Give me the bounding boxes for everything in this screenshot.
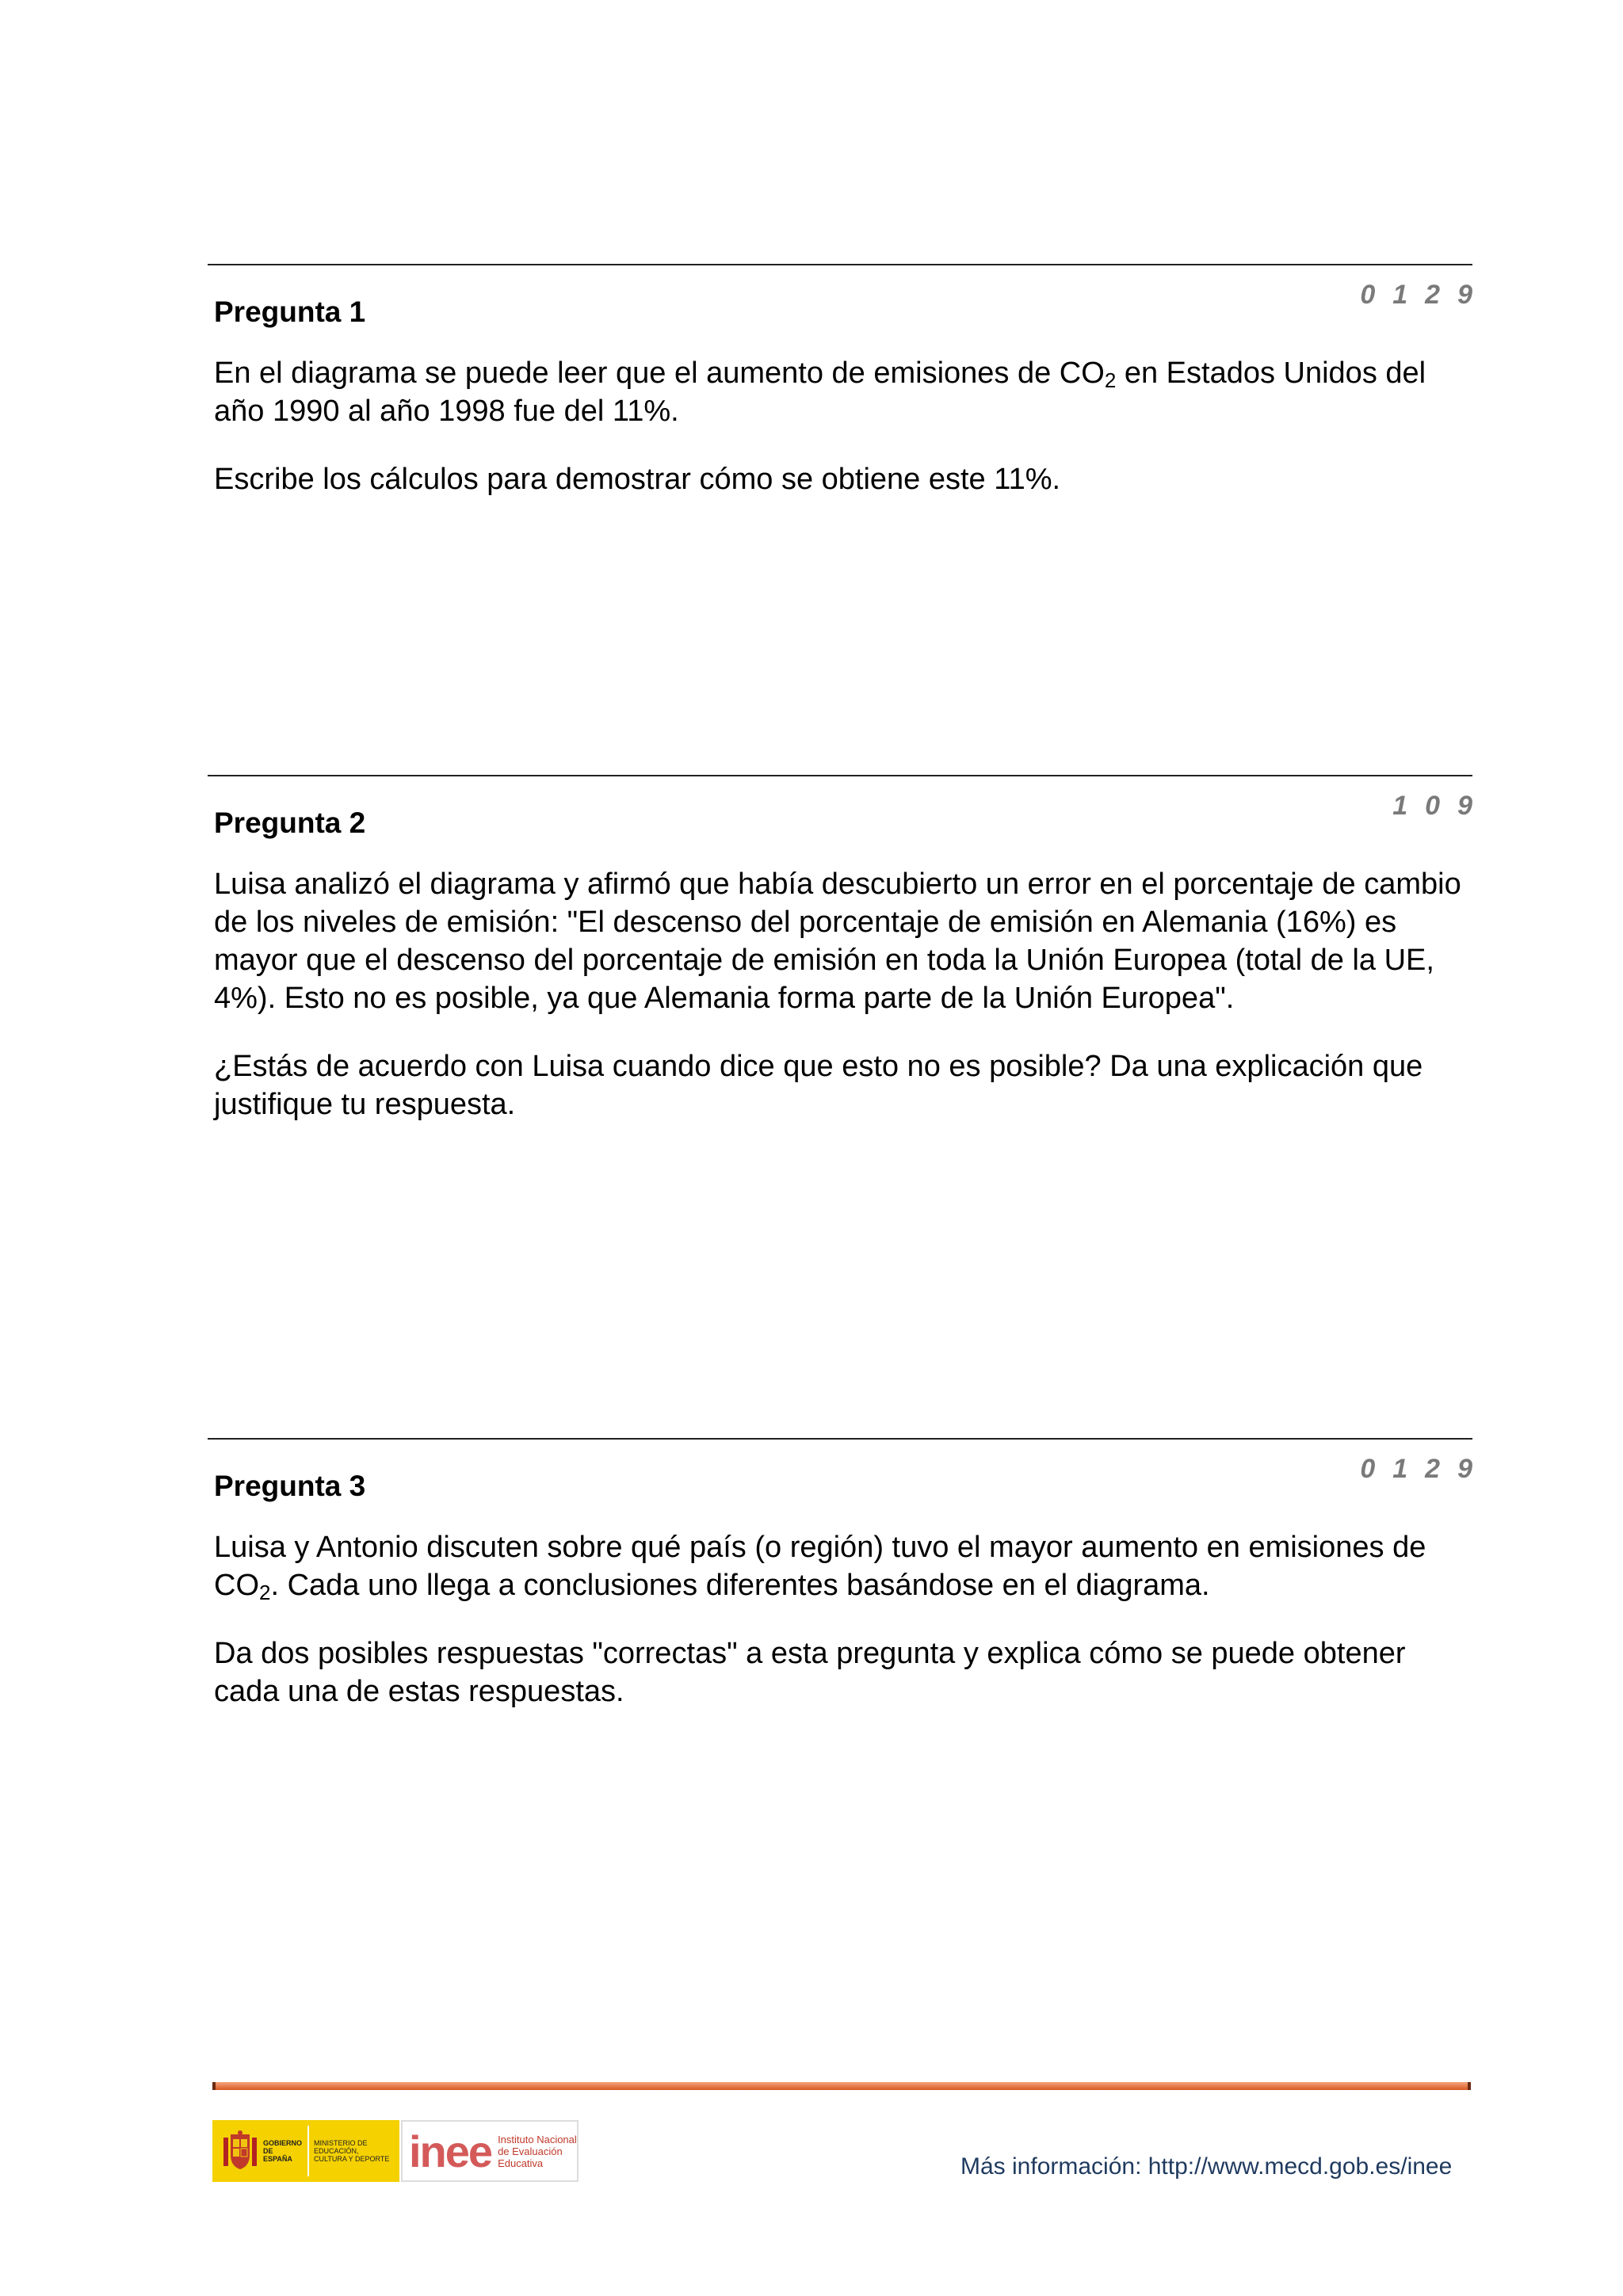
ministerio-text: MINISTERIO DE EDUCACIÓN, CULTURA Y DEPORTE	[314, 2139, 390, 2163]
question-instruction: Escribe los cálculos para demostrar cómo se obtiene este 11%.	[214, 463, 1061, 496]
question-title: Pregunta 3	[214, 1470, 366, 1502]
score-codes: 0 1 2 9	[1360, 1454, 1472, 1484]
gobierno-text: GOBIERNO DE ESPAÑA	[263, 2139, 303, 2163]
question-text: Luisa y Antonio discuten sobre qué país (o región) tuvo el mayor aumento en emisiones de $CO_2$. Cada uno llega a conclusiones diferentes basándose en el diagrama.	[214, 1531, 1426, 1604]
coat-of-arms-icon	[222, 2130, 258, 2172]
question-title: Pregunta 2	[214, 807, 366, 839]
question-instruction: Da dos posibles respuestas "correctas" a esta pregunta y explica cómo se puede obtener cada una de estas respuestas.	[214, 1637, 1406, 1708]
question-3	[208, 1438, 1472, 1711]
divider	[208, 775, 1472, 776]
score-codes: 1 0 9	[1392, 791, 1472, 821]
more-info-link[interactable]: Más información: http://www.mecd.gob.es/inee	[960, 2153, 1453, 2180]
question-title: Pregunta 1	[214, 296, 366, 328]
question-text: En el diagrama se puede leer que el aumento de emisiones de $CO_2$ en Estados Unidos del año 1990 al año 1998 fue del 11%.	[214, 357, 1426, 428]
question-instruction: ¿Estás de acuerdo con Luisa cuando dice que esto no es posible? Da una explicación que justifique tu respuesta.	[214, 1050, 1423, 1121]
gobierno-logo	[212, 2120, 399, 2182]
divider	[208, 1438, 1472, 1440]
divider	[208, 264, 1472, 265]
question-2	[208, 775, 1472, 1123]
inee-wordmark: inee	[409, 2126, 492, 2176]
footer-bar	[212, 2082, 1471, 2090]
score-codes: 0 1 2 9	[1360, 280, 1472, 310]
inee-logo	[401, 2120, 579, 2182]
question-1	[208, 264, 1472, 498]
inee-description: Instituto Nacional de Evaluación Educativa	[498, 2133, 577, 2169]
question-text: Luisa analizó el diagrama y afirmó que había descubierto un error en el porcentaje de cambio de los niveles de emisión: "El descenso del porcentaje de emisión en Alemania (16%) es mayor que el descenso del porcentaje de emisión en toda la Unión Europea (total de la UE, 4%). Esto no es posible, ya que Alemania forma parte de la Unión Europea".	[214, 868, 1461, 1015]
logo-separator	[307, 2126, 309, 2176]
